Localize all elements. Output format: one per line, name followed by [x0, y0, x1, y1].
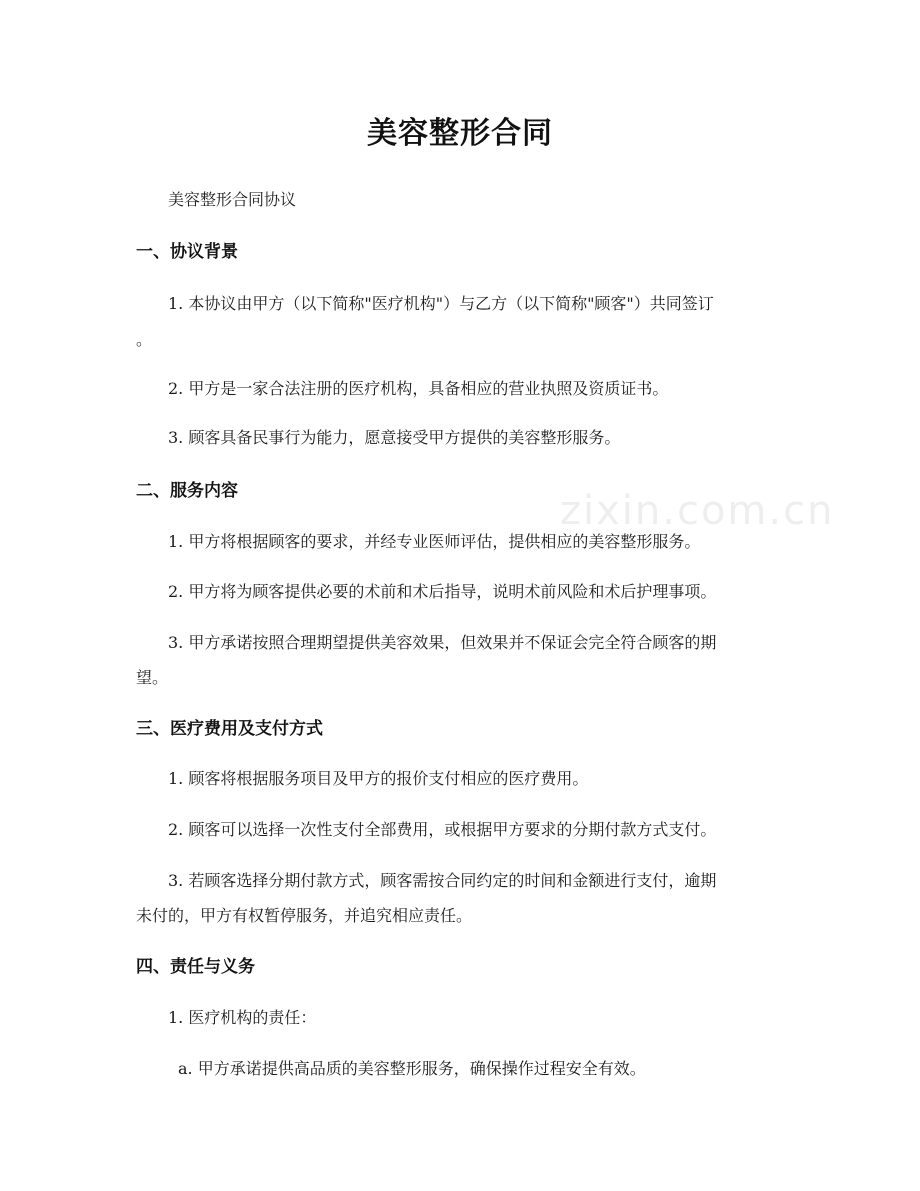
section-heading-services: 二、服务内容 — [136, 481, 238, 501]
paragraph-line: 2. 甲方是一家合法注册的医疗机构，具备相应的营业执照及资质证书。 — [168, 379, 669, 398]
paragraph-line: 3. 顾客具备民事行为能力，愿意接受甲方提供的美容整形服务。 — [168, 428, 621, 447]
page-title: 美容整形合同 — [367, 116, 553, 151]
section-heading-background: 一、协议背景 — [136, 242, 238, 262]
section-heading-responsibilities: 四、责任与义务 — [136, 957, 255, 977]
paragraph-line: 望。 — [136, 668, 169, 687]
watermark: zixin.com.cn — [560, 488, 835, 534]
section-heading-fees: 三、医疗费用及支付方式 — [136, 719, 323, 739]
paragraph-line: 1. 顾客将根据服务项目及甲方的报价支付相应的医疗费用。 — [168, 769, 589, 788]
paragraph-line: 。 — [136, 330, 153, 349]
paragraph-line: 2. 甲方将为顾客提供必要的术前和术后指导，说明术前风险和术后护理事项。 — [168, 582, 717, 601]
paragraph-line: 1. 本协议由甲方（以下简称"医疗机构"）与乙方（以下简称"顾客"）共同签订 — [168, 294, 714, 313]
paragraph-line: 3. 甲方承诺按照合理期望提供美容效果，但效果并不保证会完全符合顾客的期 — [168, 633, 717, 652]
paragraph-line: 1. 甲方将根据顾客的要求，并经专业医师评估，提供相应的美容整形服务。 — [168, 532, 701, 551]
paragraph-line: a. 甲方承诺提供高品质的美容整形服务，确保操作过程安全有效。 — [178, 1059, 646, 1078]
paragraph-line: 2. 顾客可以选择一次性支付全部费用，或根据甲方要求的分期付款方式支付。 — [168, 820, 717, 839]
paragraph-line: 1. 医疗机构的责任： — [168, 1008, 317, 1027]
paragraph-line: 未付的，甲方有权暂停服务，并追究相应责任。 — [136, 906, 473, 925]
document-subtitle: 美容整形合同协议 — [168, 190, 297, 209]
paragraph-line: 3. 若顾客选择分期付款方式，顾客需按合同约定的时间和金额进行支付，逾期 — [168, 871, 717, 890]
